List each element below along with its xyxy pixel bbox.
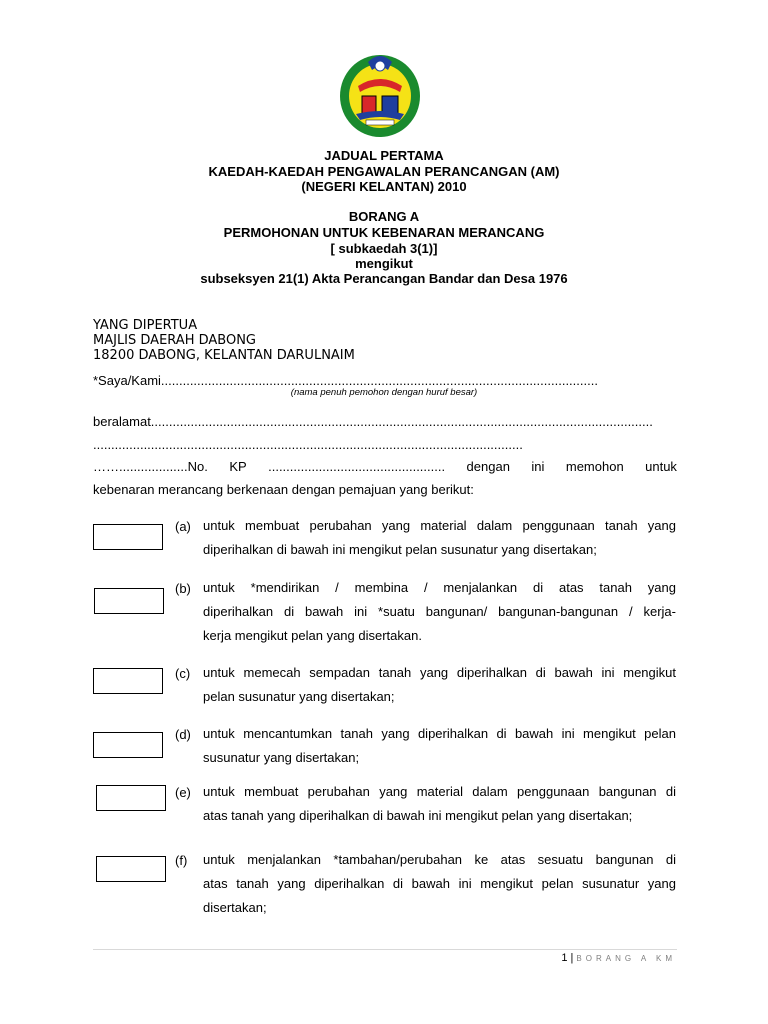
checkbox-item-b[interactable]: [94, 588, 164, 614]
item-f-text: [203, 848, 676, 920]
footer-separator: |: [570, 952, 574, 964]
item-b-line3: kerja mengikut pelan yang disertakan.: [203, 628, 422, 643]
council-logo: [338, 52, 422, 138]
applicant-name-field[interactable]: *Saya/Kami.........................................................................................................................: [93, 373, 598, 388]
ic-number-line: [93, 459, 677, 475]
item-d-text: [203, 722, 676, 770]
item-e-letter: (e): [175, 785, 191, 800]
checkbox-item-c[interactable]: [93, 668, 163, 694]
item-c-line2: pelan susunatur yang disertakan;: [203, 689, 395, 704]
item-e-line1: untuk membuat perubahan yang material dalam penggunaan bangunan di: [203, 784, 676, 799]
form-according: mengikut: [355, 256, 413, 271]
state-title: (NEGERI KELANTAN) 2010: [301, 179, 467, 194]
ic-number-field[interactable]: ……...................No.: [93, 459, 208, 474]
address-field-line2[interactable]: .......................................................................................................................: [93, 437, 523, 452]
item-b-letter: (b): [175, 581, 191, 596]
item-b-line2: diperihalkan di bawah ini *suatu bangunan/ bangunan-bangunan / kerja-: [203, 604, 676, 619]
item-c-letter: (c): [175, 666, 191, 681]
item-e-line2: atas tanah yang diperihalkan di bawah ini mengikut pelan yang disertakan;: [203, 808, 633, 823]
item-d-line2: susunatur yang disertakan;: [203, 750, 360, 765]
word-dengan: dengan: [466, 459, 510, 474]
word-ini: ini: [531, 459, 545, 474]
item-f-line3: disertakan;: [203, 900, 267, 915]
word-memohon: memohon: [565, 459, 624, 474]
footer-divider: [93, 949, 677, 950]
form-subrule: [ subkaedah 3(1)]: [330, 241, 438, 256]
schedule-title: JADUAL PERTAMA: [324, 148, 444, 163]
addressee-line3: 18200 DABONG, KELANTAN DARULNAIM: [93, 348, 355, 363]
addressee-line2: MAJLIS DAERAH DABONG: [93, 333, 256, 348]
form-subtitle: PERMOHONAN UNTUK KEBENARAN MERANCANG: [223, 225, 545, 240]
item-d-letter: (d): [175, 727, 191, 742]
council-seal-icon: [338, 52, 422, 138]
checkbox-item-d[interactable]: [93, 732, 163, 758]
checkbox-item-e[interactable]: [96, 785, 166, 811]
address-field-line1[interactable]: beralamat...........................................................................................................................................: [93, 414, 653, 429]
request-line: kebenaran merancang berkenaan dengan pemajuan yang berikut:: [93, 482, 474, 497]
item-a-text: [203, 514, 676, 562]
item-c-text: [203, 661, 676, 709]
item-c-line1: untuk memecah sempadan tanah yang diperihalkan di bawah ini mengikut: [203, 665, 676, 680]
ic-label: KP: [229, 459, 247, 474]
item-d-line1: untuk mencantumkan tanah yang diperihalkan di bawah ini mengikut pelan: [203, 726, 676, 741]
item-e-text: [203, 780, 676, 828]
regulations-title: KAEDAH-KAEDAH PENGAWALAN PERANCANGAN (AM): [208, 164, 560, 179]
form-act: subseksyen 21(1) Akta Perancangan Bandar dan Desa 1976: [200, 271, 568, 286]
word-untuk: untuk: [645, 459, 677, 474]
item-b-line1: untuk *mendirikan / membina / menjalankan di atas tanah yang: [203, 580, 676, 595]
item-f-letter: (f): [175, 853, 188, 868]
form-title: BORANG A: [348, 209, 420, 224]
item-a-line1: untuk membuat perubahan yang material dalam penggunaan tanah yang: [203, 518, 676, 533]
footer-form-label: BORANG A KM: [576, 954, 676, 963]
item-f-line1: untuk menjalankan *tambahan/perubahan ke atas sesuatu bangunan di: [203, 852, 676, 867]
checkbox-item-f[interactable]: [96, 856, 166, 882]
checkbox-item-a[interactable]: [93, 524, 163, 550]
page-number: 1: [561, 952, 568, 964]
page-footer: [561, 952, 676, 964]
item-b-text: [203, 576, 676, 648]
applicant-name-hint: (nama penuh pemohon dengan huruf besar): [290, 387, 478, 398]
item-f-line2: atas tanah yang diperihalkan di bawah ini mengikut pelan susunatur yang: [203, 876, 676, 891]
addressee-line1: YANG DIPERTUA: [93, 318, 198, 333]
item-a-line2: diperihalkan di bawah ini mengikut pelan susunatur yang disertakan;: [203, 542, 597, 557]
item-a-letter: (a): [175, 519, 191, 534]
ic-dots-field[interactable]: .................................................: [268, 459, 446, 474]
